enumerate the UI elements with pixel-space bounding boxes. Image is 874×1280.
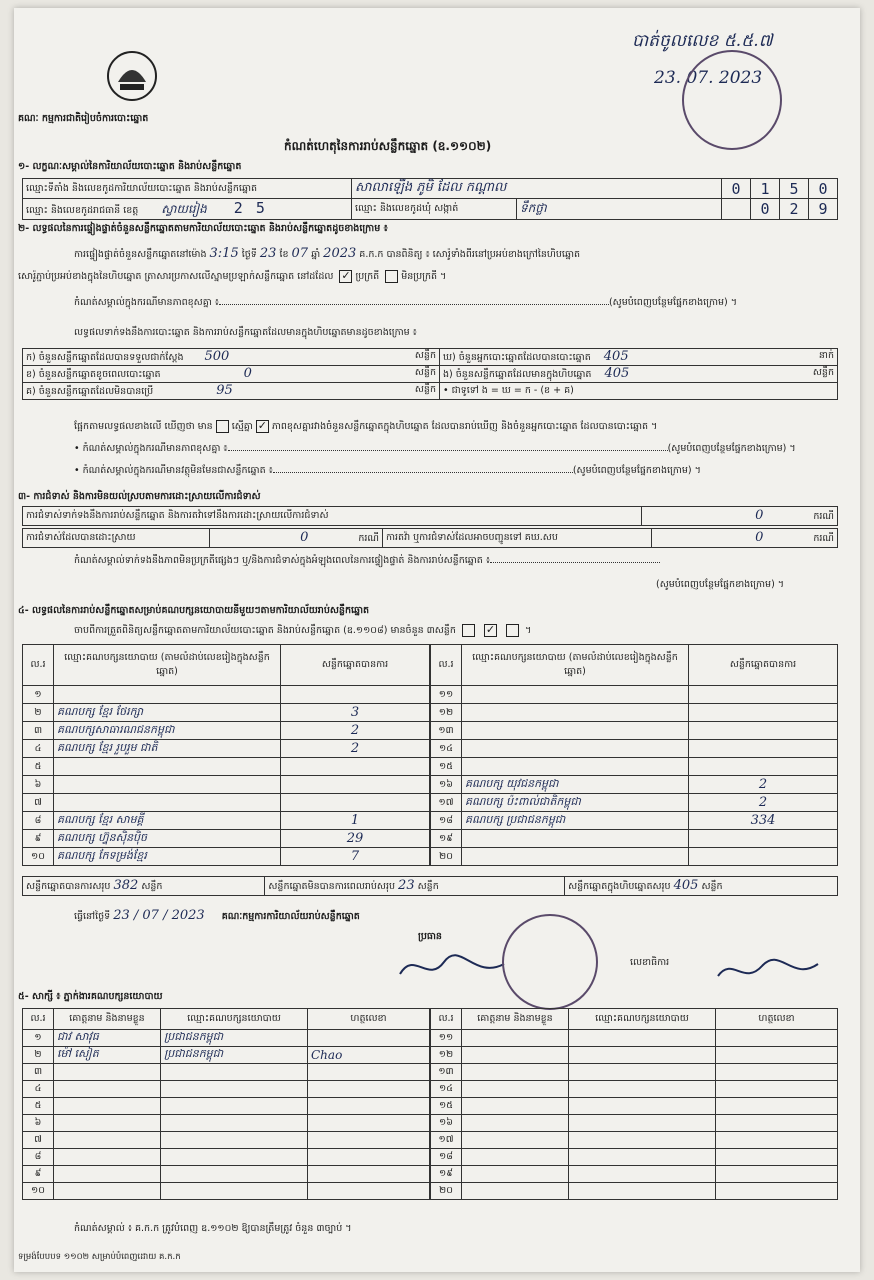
row-number: ១៩	[431, 1166, 462, 1183]
party-row	[23, 848, 430, 866]
results-intro: លទ្ធផលទាក់ទងនឹងការបោះឆ្នោត និងការរាប់សន្លឹកឆ្នោតដែលមានក្នុងហិបឆ្នោតមានដូចខាងក្រោម ៖	[74, 327, 417, 338]
witness-name	[54, 1098, 161, 1115]
witness-sign	[716, 1149, 838, 1166]
emblem-icon	[104, 48, 160, 104]
normal-checkbox[interactable]: ✓	[341, 269, 351, 282]
witness-name	[462, 1064, 569, 1081]
witness-party	[569, 1047, 716, 1064]
row-number: ១៤	[431, 740, 462, 758]
witness-sign	[308, 1030, 430, 1047]
party-name: គណបក្ស ខ្មែរ សាមគ្គី	[54, 812, 281, 830]
witness-name: ជាវ សាវុធ	[54, 1030, 161, 1047]
form-footer: ទម្រង់បែបបទ ១១០២ សម្រាប់បំពេញដោយ គ.ក.ក	[18, 1252, 181, 1262]
party-votes	[689, 686, 838, 704]
party-name: គណបក្ស យុវជនកម្ពុជា	[462, 776, 689, 794]
section5-heading: ៥- សាក្សី ៖ ភ្នាក់ងារគណបក្សនយោបាយ	[18, 991, 163, 1002]
witness-party: ប្រជាជនកម្ពុជា	[161, 1047, 308, 1064]
witness-row	[23, 1166, 430, 1183]
witness-sign	[308, 1166, 430, 1183]
party-votes	[689, 704, 838, 722]
witness-sign	[716, 1098, 838, 1115]
receipt-stamp-icon	[682, 50, 782, 150]
row-number: ១០	[23, 848, 54, 866]
party-name: គណបក្ស ប្រជាជនកម្ពុជា	[462, 812, 689, 830]
row-number: ១២	[431, 704, 462, 722]
row-number: ១០	[23, 1183, 54, 1200]
party-votes	[281, 776, 430, 794]
party-votes: 1	[281, 812, 430, 830]
party-row	[431, 776, 838, 794]
row-number: ៩	[23, 1166, 54, 1183]
witness-party	[161, 1149, 308, 1166]
party-name: គណបក្ស ហ្វ៊ុនស៊ិនប៉ិច	[54, 830, 281, 848]
party-votes: 2	[281, 740, 430, 758]
witness-row	[23, 1047, 430, 1064]
row-number: ៣	[23, 1064, 54, 1081]
witness-party	[161, 1115, 308, 1132]
party-results-right: ល.រ ឈ្មោះគណបក្សនយោបាយ (តាមលំដាប់លេខរៀងក្នុងសន្លឹកឆ្នោត) សន្លឹកឆ្នោតបានការ ១១ ១២ ១៣ ១៤ ១៥ ១៦ គណបក្ស យុវជនកម្ពុជា 2 ១៧ គណបក្ស ប៉ះពាល់ជាតិកម្ពុជា 2 ១៨ គណបក្ស ប្រជាជនកម្ពុជា 334 ១៩ ២០	[430, 644, 838, 866]
row-number: ៦	[23, 1115, 54, 1132]
totals-row: សន្លឹកឆ្នោតបានការសរុប 382 សន្លឹក សន្លឹកឆ្នោតមិនបានការពេលរាប់សរុប 23 សន្លឹក សន្លឹកឆ្នោតក្នុងហិបឆ្នោតសរុប 405 សន្លឹក	[22, 876, 838, 896]
row-number: ១៨	[431, 1149, 462, 1166]
row1-label: ឈ្មោះទីតាំង និងលេខកូដការិយាល័យបោះឆ្នោត និងរាប់សន្លឹកឆ្នោត	[23, 179, 352, 199]
witness-sign	[716, 1183, 838, 1200]
party-row	[23, 830, 430, 848]
row-number: ២	[23, 704, 54, 722]
secretary-label: លេខាធិការ	[630, 957, 670, 968]
secretary-signature-icon	[714, 952, 824, 988]
section2-heading: ២- លទ្ធផលនៃការផ្ទៀងផ្ទាត់ចំនួនសន្លឹកឆ្នោតតាមការិយាល័យបោះឆ្នោត និងរាប់សន្លឹកឆ្នោតដូចខាងក្រោម ៖	[18, 223, 388, 234]
party-row	[23, 704, 430, 722]
code-digit: 9	[809, 199, 838, 220]
section2-table: ក) ចំនួនសន្លឹកឆ្នោតដែលបានទទួលជាក់ស្តែង 500 សន្លឹក ឃ) ចំនួនអ្នកបោះឆ្នោតដែលបានបោះឆ្នោត 405 នាក់ ខ) ចំនួនសន្លឹកឆ្នោតខូចពេលបោះឆ្នោត 0 សន្លឹក ង) ចំនួនសន្លឹកឆ្នោតដែលមានក្នុងហិបឆ្នោត 405 សន្លឹក គ) ចំនួនសន្លឹកឆ្នោតដែលមិនបានប្រើ 95 សន្លឹក • ជាទូទៅ ង = ឃ = ក - (ខ + គ)	[22, 348, 838, 400]
row-number: ១៨	[431, 812, 462, 830]
party-name: គណបក្ស ប៉ះពាល់ជាតិកម្ពុជា	[462, 794, 689, 812]
witness-party	[569, 1115, 716, 1132]
row-number: ១៦	[431, 776, 462, 794]
witness-name	[462, 1098, 569, 1115]
witness-party	[569, 1081, 716, 1098]
row-number: ១១	[431, 686, 462, 704]
witness-name	[54, 1115, 161, 1132]
box-ballots: 405	[604, 366, 630, 381]
party-row	[431, 830, 838, 848]
witness-party	[161, 1064, 308, 1081]
witness-name	[462, 1030, 569, 1047]
witness-party	[569, 1149, 716, 1166]
witness-sign	[308, 1115, 430, 1132]
witness-row	[431, 1098, 838, 1115]
row-number: ១៩	[431, 830, 462, 848]
party-row	[23, 758, 430, 776]
row-number: ១	[23, 1030, 54, 1047]
witness-name	[462, 1149, 569, 1166]
witness-name	[462, 1081, 569, 1098]
party-name	[54, 758, 281, 776]
code-digit: 5	[780, 179, 809, 199]
code-digit: 0	[809, 179, 838, 199]
section3-table-row2: ការជំទាស់ដែលបានដោះស្រាយ 0 ករណី ការតវ៉ា ឬការជំទាស់ដែលអាចបញ្ជូនទៅ គឃ.សប 0 ករណី	[22, 528, 838, 548]
party-votes	[689, 740, 838, 758]
total-box: 405	[673, 878, 699, 893]
chief-signature-icon	[394, 944, 514, 990]
party-votes: 3	[281, 704, 430, 722]
witness-row	[431, 1183, 838, 1200]
commune-value: ទឹកថ្លា	[517, 199, 722, 220]
row-number: ១៦	[431, 1115, 462, 1132]
row-number: ៥	[23, 758, 54, 776]
witness-row	[23, 1081, 430, 1098]
section1-table	[22, 178, 838, 220]
witness-party	[569, 1030, 716, 1047]
witness-name	[462, 1115, 569, 1132]
row-number: ១៥	[431, 758, 462, 776]
witness-sign	[716, 1132, 838, 1149]
party-row	[431, 740, 838, 758]
party-votes: 334	[689, 812, 838, 830]
row-number: ២០	[431, 1183, 462, 1200]
chief-label: ប្រធាន	[418, 931, 442, 942]
witness-name	[54, 1166, 161, 1183]
section1-heading: ១- លក្ខណៈសម្គាល់នៃការិយាល័យបោះឆ្នោត និងរាប់សន្លឹកឆ្នោត	[18, 161, 242, 172]
receipt-date: 23. 07. 2023	[654, 68, 763, 88]
party-votes: 7	[281, 848, 430, 866]
witness-party	[161, 1166, 308, 1183]
total-invalid: 23	[398, 878, 415, 893]
witness-party	[161, 1081, 308, 1098]
party-votes	[689, 848, 838, 866]
province-value: ស្វាយរៀង	[161, 202, 207, 216]
party-name	[462, 686, 689, 704]
row-number: ១៥	[431, 1098, 462, 1115]
witness-sign	[308, 1081, 430, 1098]
resolved-count: 0	[300, 530, 309, 545]
witness-sign	[716, 1047, 838, 1064]
party-row	[23, 794, 430, 812]
party-name	[462, 722, 689, 740]
bullet-non-ballot: • កំណត់សម្គាល់ក្នុងករណីមានវត្ថុមិនមែនជាសន្លឹកឆ្នោត ៖ (សូមបំពេញបន្ថែមផ្នែកខាងក្រោម) ។	[74, 465, 701, 476]
witness-sign	[716, 1115, 838, 1132]
witness-row	[23, 1183, 430, 1200]
witness-row	[431, 1064, 838, 1081]
row-number: ១៤	[431, 1081, 462, 1098]
abnormal-checkbox[interactable]	[385, 270, 398, 283]
witness-sign	[308, 1149, 430, 1166]
section4-intro: ចាបពីការត្រួតពិនិត្យសន្លឹកឆ្នោតតាមការិយាល័យបោះឆ្នោត និងរាប់សន្លឹកឆ្នោត (ឧ.១១០៨) មានចំនួន ៣សន្លឹក ✓ ។	[74, 623, 532, 636]
party-row	[431, 848, 838, 866]
spoiled-ballots: 0	[243, 366, 252, 381]
compare-line: ផ្អែកតាមលទ្ធផលខាងលើ ឃើញថា មាន ស្មើគ្នា ✓ ភាពខុសគ្នារវាងចំនួនសន្លឹកឆ្នោតក្នុងហិបឆ្នោត ដែលបានរាប់ឃើញ និងចំនួនអ្នកបោះឆ្នោត ដែលបានបោះឆ្នោត ។	[74, 419, 658, 432]
verify-line: ការផ្ទៀងផ្ទាត់ចំនួនសន្លឹកឆ្នោតនៅម៉ោង 3:15 ថ្ងៃទី 23 ខែ 07 ឆ្នាំ 2023 គ.ក.ក បានពិនិត្យ ៖ សោរ៉ូទាំងពីរនៅប្រអប់ខាងក្រៅនៃហិបឆ្នោត	[74, 246, 581, 261]
row-number: ៣	[23, 722, 54, 740]
witness-table-right: ល.រ គោត្តនាម និងនាមខ្លួន ឈ្មោះគណបក្សនយោបាយ ហត្ថលេខា ១១ ១២ ១៣ ១៤ ១៥ ១៦ ១៧ ១៨ ១៩ ២០	[430, 1008, 838, 1200]
witness-sign	[716, 1064, 838, 1081]
party-name: គណបក្ស ខ្មែរ រួបរួម ជាតិ	[54, 740, 281, 758]
footer-note: កំណត់សម្គាល់ ៖ គ.ក.ក ត្រូវបំពេញ ឧ.១១០២ ឱ្យបានត្រឹមត្រូវ ចំនួន ៣ច្បាប់ ។	[74, 1223, 352, 1234]
witness-row	[431, 1166, 838, 1183]
witness-row	[431, 1047, 838, 1064]
party-votes: 29	[281, 830, 430, 848]
signing-date: ធ្វើនៅថ្ងៃទី 23 / 07 / 2023 គណៈកម្មការការិយាល័យរាប់សន្លឹកឆ្នោត	[74, 908, 360, 923]
sheets-3-checkbox[interactable]	[506, 624, 519, 637]
row-number: ៥	[23, 1098, 54, 1115]
section3-heading: ៣- ការជំទាស់ និងការមិនយល់ស្របតាមការដោះស្រាយលើការជំទាស់	[18, 491, 261, 502]
form-title: កំណត់ហេតុនៃការរាប់សន្លឹកឆ្នោត (ឧ.១១០២)	[284, 139, 492, 153]
witness-sign	[308, 1098, 430, 1115]
row2-label: ឈ្មោះ និងលេខកូដរាជធានី ខេត្ត ស្វាយរៀង 2 5	[23, 199, 352, 220]
witness-name	[54, 1081, 161, 1098]
witness-sign	[716, 1166, 838, 1183]
forwarded-count: 0	[755, 530, 764, 545]
row-number: ១	[23, 686, 54, 704]
witness-sign	[716, 1030, 838, 1047]
witness-name	[54, 1064, 161, 1081]
received-ballots: 500	[204, 349, 230, 364]
row-number: ១៣	[431, 1064, 462, 1081]
section3-fill-hint: (សូមបំពេញបន្ថែមផ្នែកខាងក្រោម) ។	[656, 579, 785, 590]
row-number: ៦	[23, 776, 54, 794]
row1-value: សាលាឡើង ភូមិ ដែល កណ្ដាល	[352, 179, 722, 199]
witness-party: ប្រជាជនកម្ពុជា	[161, 1030, 308, 1047]
row-number: ១១	[431, 1030, 462, 1047]
party-votes: 2	[689, 794, 838, 812]
party-name	[462, 758, 689, 776]
form-sheet	[14, 8, 860, 1272]
difference-checkbox[interactable]: ✓	[257, 419, 267, 432]
party-row	[431, 758, 838, 776]
difference-note: កំណត់សម្គាល់ក្នុងករណីមានភាពខុសគ្នា ៖ (សូមបំពេញបន្ថែមផ្នែកខាងក្រោម) ។	[74, 297, 738, 308]
row-number: ១៣	[431, 722, 462, 740]
party-row	[23, 776, 430, 794]
party-row	[431, 794, 838, 812]
voters-count: 405	[603, 349, 629, 364]
objections-count: 0	[755, 508, 764, 523]
code-digit: 1	[751, 179, 780, 199]
witness-sign	[308, 1064, 430, 1081]
party-votes	[689, 830, 838, 848]
party-name	[462, 704, 689, 722]
witness-row	[23, 1115, 430, 1132]
receipt-number: បាត់ចូលលេខ ៥.៥.៧	[632, 31, 773, 51]
party-votes: 2	[689, 776, 838, 794]
witness-party	[161, 1098, 308, 1115]
party-row	[23, 722, 430, 740]
party-row	[23, 740, 430, 758]
row-number: ៧	[23, 794, 54, 812]
party-row	[431, 812, 838, 830]
sheets-1-checkbox[interactable]	[462, 624, 475, 637]
party-row	[23, 812, 430, 830]
witness-sign	[308, 1132, 430, 1149]
party-votes	[281, 686, 430, 704]
witness-row	[431, 1115, 838, 1132]
row-number: ២០	[431, 848, 462, 866]
code-digit: 0	[722, 179, 751, 199]
party-name	[462, 830, 689, 848]
witness-row	[23, 1030, 430, 1047]
party-name	[54, 686, 281, 704]
row-number: ២	[23, 1047, 54, 1064]
party-name	[462, 740, 689, 758]
witness-table-left: ល.រ គោត្តនាម និងនាមខ្លួន ឈ្មោះគណបក្សនយោបាយ ហត្ថលេខា ១ ជាវ សាវុធ ប្រជាជនកម្ពុជា ២ ម៉ៅ សៀត ប្រជាជនកម្ពុជា Chao ៣ ៤ ៥ ៦ ៧ ៨ ៩ ១០	[22, 1008, 430, 1200]
witness-row	[23, 1132, 430, 1149]
witness-name	[462, 1166, 569, 1183]
row-number: ៤	[23, 1081, 54, 1098]
witness-party	[569, 1098, 716, 1115]
party-name	[54, 794, 281, 812]
row-number: ៨	[23, 812, 54, 830]
party-votes	[281, 758, 430, 776]
row-number: ១២	[431, 1047, 462, 1064]
party-votes	[689, 758, 838, 776]
party-name: គណបក្ស កែទម្រង់ខ្មែរ	[54, 848, 281, 866]
section3-note: កំណត់សម្គាល់ទាក់ទងនឹងភាពមិនប្រក្រតីផ្សេងៗ ឬ/និងការជំទាស់ក្នុងអំឡុងពេលនៃការផ្ទៀងផ្ទាត់ និងការរាប់សន្លឹកឆ្នោត ៖	[74, 554, 854, 568]
row-number: ៤	[23, 740, 54, 758]
party-row	[431, 704, 838, 722]
row-number: ១៧	[431, 1132, 462, 1149]
witness-sign	[308, 1183, 430, 1200]
witness-party	[161, 1183, 308, 1200]
witness-row	[23, 1149, 430, 1166]
witness-row	[431, 1081, 838, 1098]
section4-heading: ៤- លទ្ធផលនៃការរាប់សន្លឹកឆ្នោតសម្រាប់គណបក្សនយោបាយនីមួយៗតាមការិយាល័យរាប់សន្លឹកឆ្នោត	[18, 605, 370, 616]
witness-row	[431, 1149, 838, 1166]
witness-party	[569, 1166, 716, 1183]
party-results-left: ល.រ ឈ្មោះគណបក្សនយោបាយ (តាមលំដាប់លេខរៀងក្នុងសន្លឹកឆ្នោត) សន្លឹកឆ្នោតបានការ ១ ២ គណបក្ស ខ្មែរ ថែរក្សា 3 ៣ គណបក្សសាធារណជនកម្ពុជា 2 ៤ គណបក្ស ខ្មែរ រួបរួម ជាតិ 2 ៥ ៦ ៧ ៨ គណបក្ស ខ្មែរ សាមគ្គី 1 ៩ គណបក្ស ហ្វ៊ុនស៊ិនប៉ិច 29 ១០ គណបក្ស កែទម្រង់ខ្មែរ 7	[22, 644, 430, 866]
equal-checkbox[interactable]	[216, 420, 229, 433]
party-votes	[281, 794, 430, 812]
witness-name	[54, 1132, 161, 1149]
party-row	[431, 686, 838, 704]
party-name	[462, 848, 689, 866]
witness-name	[462, 1132, 569, 1149]
witness-row	[23, 1064, 430, 1081]
witness-row	[431, 1132, 838, 1149]
commune-label: ឈ្មោះ និងលេខកូដឃុំ សង្កាត់	[352, 199, 517, 220]
witness-row	[23, 1098, 430, 1115]
witness-name	[54, 1183, 161, 1200]
party-name: គណបក្ស ខ្មែរ ថែរក្សា	[54, 704, 281, 722]
total-valid: 382	[113, 878, 139, 893]
witness-sign	[716, 1081, 838, 1098]
witness-name	[462, 1047, 569, 1064]
party-votes: 2	[281, 722, 430, 740]
witness-party	[569, 1064, 716, 1081]
committee-label: គណៈ កម្មការជាតិរៀបចំការបោះឆ្នោត	[18, 113, 149, 124]
section3-table: ការជំទាស់ទាក់ទងនឹងការរាប់សន្លឹកឆ្នោត និងការតវ៉ាទៅនឹងការដោះស្រាយលើការជំទាស់ 0 ករណី	[22, 506, 838, 526]
code-digit: 0	[751, 199, 780, 220]
witness-party	[569, 1132, 716, 1149]
code-digit: 2	[780, 199, 809, 220]
witness-party	[161, 1132, 308, 1149]
witness-row	[431, 1030, 838, 1047]
unused-ballots: 95	[216, 383, 233, 398]
party-row	[23, 686, 430, 704]
witness-party	[569, 1183, 716, 1200]
party-name: គណបក្សសាធារណជនកម្ពុជា	[54, 722, 281, 740]
witness-name	[54, 1149, 161, 1166]
row-number: ៧	[23, 1132, 54, 1149]
witness-sign: Chao	[308, 1047, 430, 1064]
party-votes	[689, 722, 838, 740]
bullet-difference: • កំណត់សម្គាល់ក្នុងករណីមានភាពខុសគ្នា ៖ (សូមបំពេញបន្ថែមផ្នែកខាងក្រោម) ។	[74, 443, 796, 454]
witness-name	[462, 1183, 569, 1200]
committee-stamp-icon	[502, 914, 598, 1010]
witness-name: ម៉ៅ សៀត	[54, 1047, 161, 1064]
row-number: ៨	[23, 1149, 54, 1166]
seal-line: សោរ៉ូភ្ជាប់ប្រអប់ខាងក្នុងនៃហិបឆ្នោត ត្រាសារប្រកាសលើស្នាមប្រឡាក់សន្លឹកឆ្នោត នៅដដែល ✓ ប្រក្រតី មិនប្រក្រតី ។	[18, 269, 447, 282]
party-name	[54, 776, 281, 794]
row-number: ១៧	[431, 794, 462, 812]
row-number: ៩	[23, 830, 54, 848]
sheets-2-checkbox[interactable]: ✓	[485, 623, 496, 636]
party-row	[431, 722, 838, 740]
